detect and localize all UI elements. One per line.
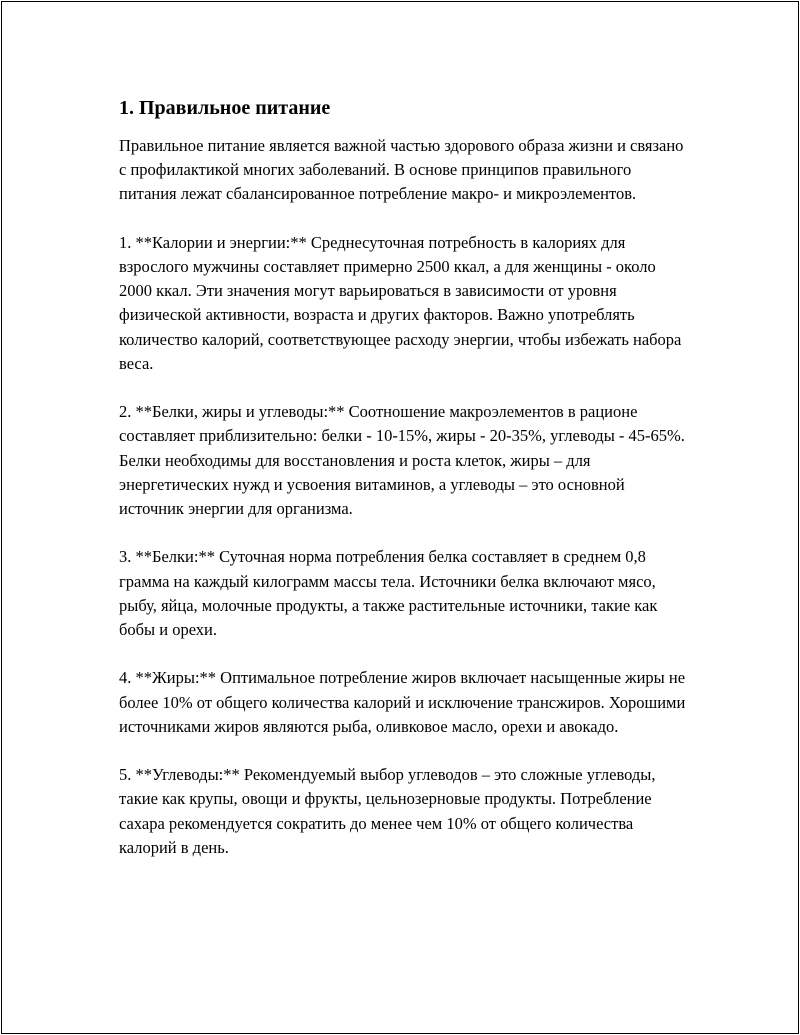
- document-body: [119, 96, 691, 884]
- paragraph-calories: 1. **Калории и энергии:** Среднесуточная потребность в калориях для взрослого мужчины составляет примерно 2500 ккал, а для женщины - около 2000 ккал. Эти значения могут варьироваться в зависимости от уровня физической активности, возраста и других факторов. Важно употреблять количество калорий, соответствующее расходу энергии, чтобы избежать набора веса.: [119, 232, 682, 373]
- section-heading: 1. Правильное питание: [119, 97, 331, 119]
- paragraph-macronutrients: 2. **Белки, жиры и углеводы:** Соотношение макроэлементов в рационе составляет приблизительно: белки - 10-15%, жиры - 20-35%, углеводы - 45-65%. Белки необходимы для восстановления и роста клеток, жиры – для энергетических нужд и усвоения витаминов, а углеводы – это основной источник энергии для организма.: [119, 402, 685, 519]
- paragraph-fats: 4. **Жиры:** Оптимальное потребление жиров включает насыщенные жиры не более 10% от общего количества калорий и исключение трансжиров. Хорошими источниками жиров являются рыба, оливковое масло, орехи и авокадо.: [119, 668, 686, 736]
- paragraph-carbohydrates: 5. **Углеводы:** Рекомендуемый выбор углеводов – это сложные углеводы, такие как крупы, овощи и фрукты, цельнозерновые продукты. Потребление сахара рекомендуется сократить до менее чем 10% от общего количества калорий в день.: [119, 765, 656, 857]
- intro-paragraph: Правильное питание является важной частью здорового образа жизни и связано с профилактикой многих заболеваний. В основе принципов правильного питания лежат сбалансированное потребление макро- и микроэлементов.: [119, 136, 684, 204]
- page-border: [1, 1, 799, 1034]
- paragraph-proteins: 3. **Белки:** Суточная норма потребления белка составляет в среднем 0,8 грамма на каждый килограмм массы тела. Источники белка включают мясо, рыбу, яйца, молочные продукты, а также растительные источники, такие как бобы и орехи.: [119, 547, 658, 640]
